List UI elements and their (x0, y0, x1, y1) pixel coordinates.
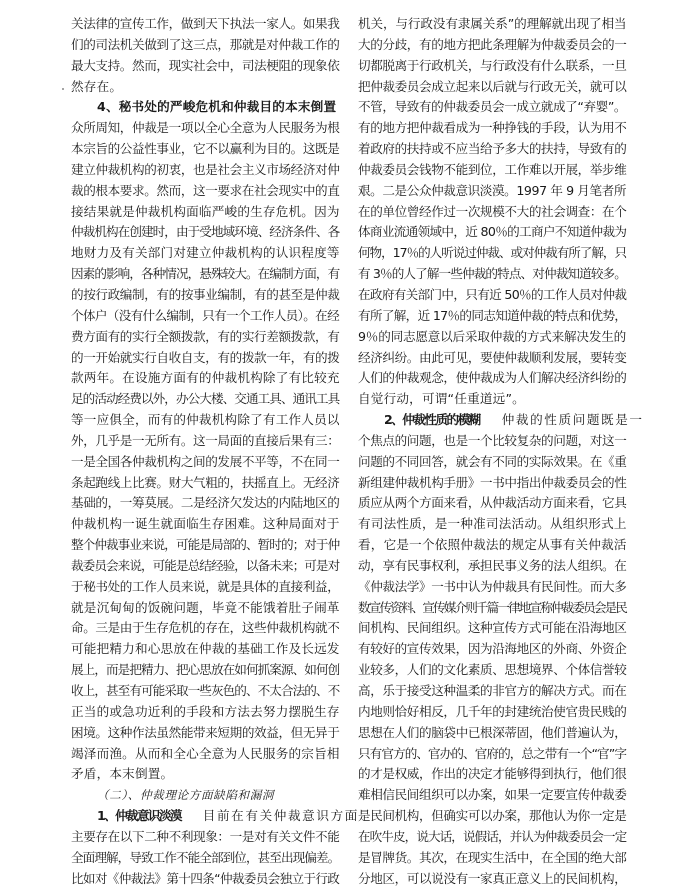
paragraph-line: 条起跑线上比赛。财大气粗的，扶摇直上。无经济 (71, 474, 340, 490)
paragraph-line: 在政府有关部门中，只有近 50％的工作人员对仲裁 (358, 286, 627, 302)
paragraph-line: 在的单位曾经作过一次规模不大的社会调查：在个 (358, 203, 627, 219)
scan-speck (62, 88, 64, 90)
paragraph-line: 全面理解，导致工作不能全部到位，甚至出现偏差。 (71, 849, 340, 865)
paragraph-line: 个体户（没有什么编制，只有一个工作人员）。在经 (71, 307, 339, 323)
paragraph-line: 业较多，人们的文化素质、思想境界、个体信誉较 (358, 662, 627, 678)
paragraph-line: 《仲裁法学》一书中认为仲裁具有民间性。而大多 (358, 578, 627, 594)
item-text: 仲裁的性质问题既是一 (501, 412, 644, 428)
paragraph-line: 然存在。 (71, 78, 123, 94)
paragraph-line: 的才是权威，作出的决定才能够得到执行，他们很 (358, 766, 627, 782)
paragraph-line: 的按行政编制，有的按事业编制，有的甚至是仲裁 (71, 286, 340, 302)
paragraph-line: 比如对《仲裁法》第十四条“仲裁委员会独立于行政 (71, 870, 340, 886)
paragraph-line: 新组建仲裁机构手册》一书中指出仲裁委员会的性 (358, 474, 627, 490)
paragraph-line: 收上，甚至有可能采取一些灰色的、不太合法的、不 (71, 683, 340, 698)
paragraph-line: 的一开始就实行自收自支，有的拨款一年，有的拨 (71, 349, 340, 365)
paragraph-line: 是民间机构，但确实可以办案，那他认为你一定是 (358, 808, 627, 824)
subsection-heading: （二）、仲裁理论方面缺陷和漏洞 (97, 788, 275, 803)
paragraph-line: 因素的影响，各种情况，悬殊较大。在编制方面，有 (71, 266, 340, 282)
paragraph-line: 就是沉甸甸的饭碗问题，毕竟不能饿着肚子闹革 (71, 599, 340, 615)
paragraph-line: 切都脱离于行政机关，与行政没有什么联系，一旦 (358, 57, 627, 73)
paragraph-line: 裁的根本要求。然而，这一要求在社会现实中的直 (71, 182, 340, 198)
paragraph-line: 经济纠纷。由此可见，要使仲裁顺利发展，要转变 (358, 349, 627, 365)
item-text: 目前在有关仲裁意识方面 (202, 808, 359, 824)
section-heading: 4、秘书处的严峻危机和仲裁目的本末倒置 (97, 99, 337, 115)
paragraph-line: 款两年。在设施方面有的仲裁机构除了有比较充 (71, 370, 340, 386)
left-column (71, 14, 359, 889)
paragraph-line: 困境。这种作法虽然能带来短期的效益，但无异于 (71, 724, 340, 740)
paragraph-line: 动，享有民事权利，承担民事义务的法人组织。在 (358, 557, 627, 573)
paragraph-line: 有所了解，近 17％的同志知道仲裁的特点和优势， (358, 307, 627, 323)
paragraph-line: 内地则恰好相反，几千年的封建统治使官贵民贱的 (358, 703, 627, 719)
paragraph-line: 机关，与行政没有隶属关系”的理解就出现了相当 (358, 16, 627, 31)
paragraph-line: 关法律的宣传工作，做到天下执法一家人。如果我 (71, 16, 340, 31)
paragraph-line: 仲裁委员会钱物不能到位，工作难以开展，举步维 (358, 161, 627, 177)
right-column (358, 14, 644, 889)
paragraph-line: 费方面有的实行全额拨款，有的实行差额拨款，有 (71, 328, 340, 344)
paragraph-line: 命。三是由于生存危机的存在，这些仲裁机构就不 (71, 620, 340, 636)
paragraph-line: 着政府的扶持或不应当给予多大的扶持，导致有的 (358, 141, 627, 157)
paragraph-line: 个焦点的问题，也是一个比较复杂的问题，对这一 (358, 432, 627, 448)
paragraph-line: 等一应俱全，而有的仲裁机构除了有工作人员以 (71, 412, 340, 428)
paragraph-line: 难相信民间组织可以办案，如果一定要宣传仲裁委 (358, 787, 627, 803)
paragraph-line: 自觉行动，可谓“任重道远”。 (358, 391, 525, 407)
paragraph-line: 裁委员会来说，可能是总结经验，以备未来；可是对 (71, 557, 340, 573)
paragraph-line: 矛盾，本末倒置。 (71, 766, 174, 782)
paragraph-line: 众所周知，仲裁是一项以全心全意为人民服务为根 (71, 120, 340, 136)
paragraph-line: 人们的仲裁观念，使仲裁成为人们解决经济纠纷的 (358, 370, 627, 386)
paragraph-line: 建立仲裁机构的初衷，也是社会主义市场经济对仲 (71, 161, 340, 177)
paragraph-line: 何物，17％的人听说过仲裁、或对仲裁有所了解，只 (358, 245, 626, 261)
paragraph-line: 基础的，一筹莫展。二是经济欠发达的内陆地区的 (71, 495, 340, 511)
paragraph-line: 有较好的宣传效果，因为沿海地区的外商、外资企 (358, 641, 627, 657)
paragraph-line: 一是全国各仲裁机构之间的发展不平等，不在同一 (71, 453, 340, 469)
item-heading: 2、仲裁性质的模糊 (384, 412, 480, 428)
paragraph-line: 最大支持。然而，现实社会中，司法梗阻的现象依 (71, 57, 340, 73)
paragraph-line: 把仲裁委员会成立起来以后就与行政无关，就可以 (358, 78, 627, 94)
paragraph-line: 只有官方的、官办的、官府的，总之带有一个“官”字 (358, 745, 626, 761)
paragraph-line: 在吹牛皮，说大话，说假话，并认为仲裁委员会一定 (358, 828, 627, 844)
paragraph-line: 竭泽而渔。从而和全心全意为人民服务的宗旨相 (71, 745, 340, 761)
item-heading-line (358, 410, 644, 431)
paragraph-line: 间机构、民间组织。这种宣传方式可能在沿海地区 (358, 620, 627, 636)
paragraph-line: 思想在人们的脑袋中已根深蒂固，他们普遍认为， (358, 724, 627, 740)
paragraph-line: 是冒牌货。其次，在现实生活中，在全国的绝大部 (358, 849, 627, 865)
paragraph-line: 问题的不同回答，就会有不同的实际效果。在《重 (358, 453, 627, 469)
paragraph-line: 本宗旨的公益性事业，它不以赢利为目的。这既是 (71, 141, 340, 157)
paragraph-line: 整个仲裁事业来说，可能是局部的、暂时的；对于仲 (71, 537, 340, 553)
paragraph-line: 地财力及有关部门对建立仲裁机构的认识程度等 (71, 245, 340, 261)
paragraph-line: 体商业流通领域中，近 80％的工商户不知道仲裁为 (358, 224, 627, 240)
item-heading-line (71, 806, 359, 827)
paragraph-line: 分地区，可以说没有一家真正意义上的民间机构， (358, 870, 627, 886)
paragraph-line: 仲裁机构一诞生就面临生存困难。这种局面对于 (71, 516, 340, 532)
paragraph-line: 可能把精力和心思放在仲裁的基础工作及长远发 (71, 641, 340, 657)
paragraph-line: 有司法性质，是一种准司法活动。从组织形式上 (358, 516, 627, 532)
paragraph-line: 有 3％的人了解一些仲裁的特点、对仲裁知道较多。 (358, 266, 626, 282)
paragraph-line: 看，它是一个依照仲裁法的规定从事有关仲裁活 (358, 537, 627, 553)
paragraph-line: 仲裁机构在创建时，由于受地域环境、经济条件、各 (71, 224, 340, 240)
paragraph-line: 于秘书处的工作人员来说，就是具体的直接利益， (71, 578, 340, 594)
paragraph-line: 高，乐于接受这种温柔的非官方的解决方式。而在 (358, 683, 627, 698)
paragraph-line: 主要存在以下二种不利现象：一是对有关文件不能 (71, 828, 340, 844)
item-heading: 1、仲裁意识淡漠 (97, 808, 181, 824)
paragraph-line: 数宣传资料、宣传媒介则千篇一律地宣称仲裁委员会是民 (358, 599, 626, 615)
paragraph-line: 足的活动经费以外，办公大楼、交通工具、通讯工具 (71, 391, 340, 407)
paragraph-line: 大的分歧，有的地方把此条理解为仲裁委员会的一 (358, 36, 627, 52)
paragraph-line: 不管，导致有的仲裁委员会一成立就成了“弃婴”。 (358, 99, 627, 115)
paragraph-line: 9％的同志愿意以后采取仲裁的方式来解决发生的 (358, 328, 626, 344)
paragraph-line: 展上，而是把精力、把心思放在如何抓案源、如何创 (71, 662, 340, 678)
paragraph-line: 有的地方把仲裁看成为一种挣钱的手段，认为用不 (358, 120, 627, 136)
paragraph-line: 接结果就是仲裁机构面临严峻的生存危机。因为 (71, 203, 340, 219)
paragraph-line: 外，几乎是一无所有。这一局面的直接后果有三： (71, 432, 340, 448)
paragraph-line: 正当的或急功近利的手段和方法去努力摆脱生存 (71, 703, 340, 719)
paragraph-line: 质应从两个方面来看，从仲裁活动方面来看，它具 (358, 495, 627, 511)
paragraph-line: 艰。二是公众仲裁意识淡漠。1997 年 9 月笔者所 (358, 182, 626, 198)
paragraph-line: 们的司法机关做到了这三点，那就是对仲裁工作的 (71, 36, 340, 52)
